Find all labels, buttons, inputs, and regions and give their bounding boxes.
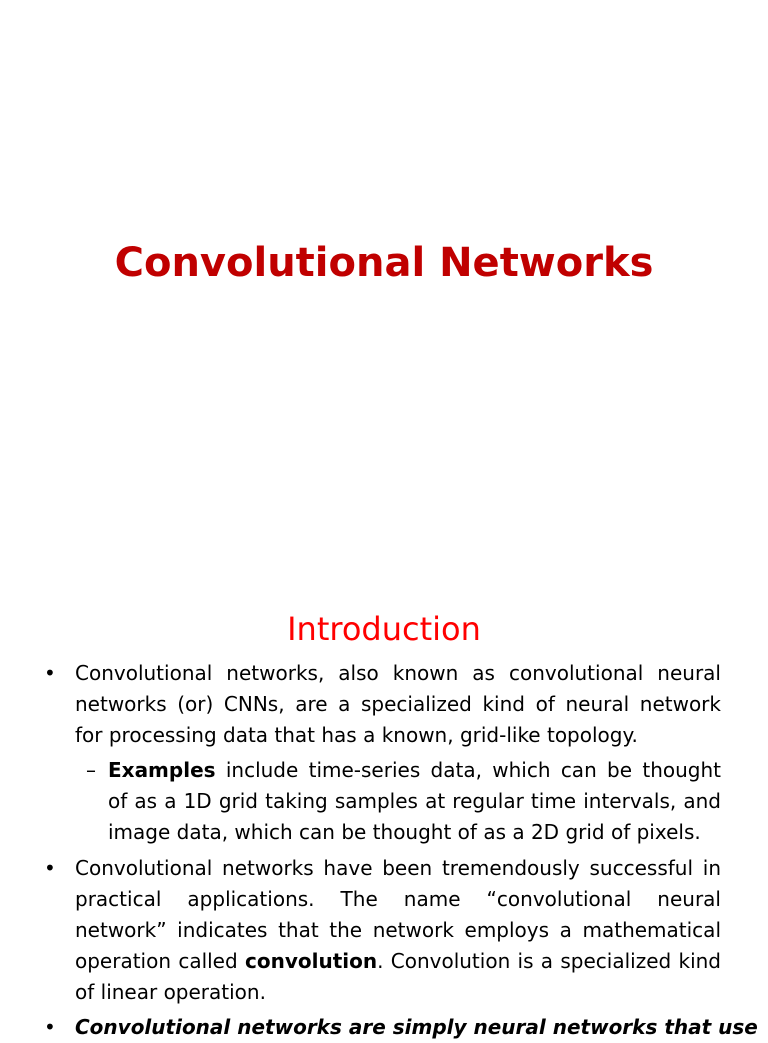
slide-title: Convolutional Networks — [114, 240, 654, 286]
text-line: networks (or) CNNs, are a specialized kind of neural network — [75, 692, 721, 716]
sub-bullet-marker: – — [86, 758, 96, 782]
bullet-text — [75, 853, 721, 1008]
bullet-marker: • — [44, 1015, 56, 1039]
slide-heading: Introduction — [287, 610, 481, 648]
text-line: image data, which can be thought of as a 2D grid of pixels. — [108, 820, 701, 844]
bullet-text — [75, 1012, 758, 1043]
text-line: of linear operation. — [75, 980, 266, 1004]
bold-term: convolution — [244, 949, 378, 973]
bullet-marker: • — [44, 856, 56, 880]
bullet-marker: • — [44, 661, 56, 685]
text-line: practical applications. The name “convolutional neural — [75, 887, 721, 911]
bold-term: Examples — [108, 758, 216, 782]
text-run: include time-series data, which can be thought — [215, 758, 721, 782]
text-line — [108, 755, 721, 786]
text-line: Convolutional networks are simply neural networks that use — [75, 1015, 758, 1039]
text-line: of as a 1D grid taking samples at regular time intervals, and — [108, 789, 721, 813]
text-line: Convolutional networks, also known as convolutional neural — [75, 661, 721, 685]
text-run: . Convolution is a specialized kind — [377, 949, 721, 973]
bullet-text — [75, 658, 721, 751]
text-line: for processing data that has a known, grid-like topology. — [75, 723, 638, 747]
text-line — [75, 946, 721, 977]
text-line: Convolutional networks have been tremendously successful in — [75, 856, 721, 880]
introduction-slide — [0, 576, 768, 1039]
text-line: network” indicates that the network employs a mathematical — [75, 918, 721, 942]
text-run: operation called — [75, 949, 245, 973]
sub-bullet-text — [108, 755, 721, 848]
